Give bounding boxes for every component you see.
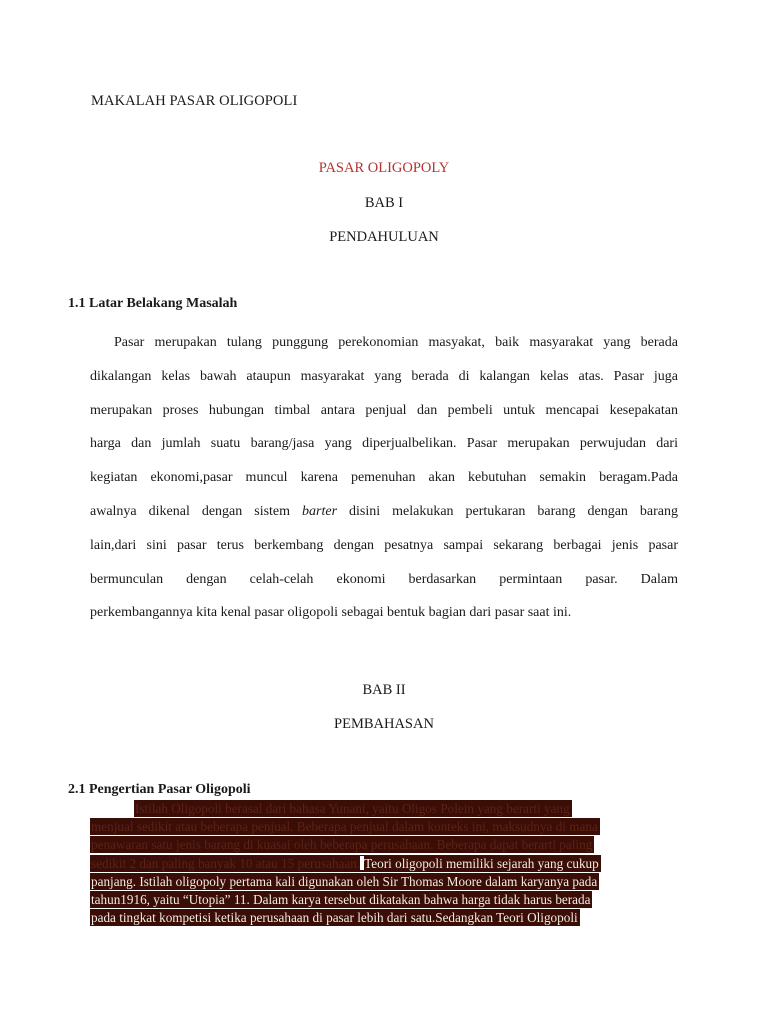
paragraph-line: perkembangannya kita kenal pasar oligopoli sebagai bentuk bagian dari pasar saat ini. [90,605,572,621]
selected-text-dim: penawaran satu jenis barang di kuasai oleh beberapa perusahaan. Beberapa dapat berarti paling [91,837,593,853]
paragraph-line: kegiatan ekonomi,pasar muncul karena pemenuhan akan kebutuhan semakin beragam.Pada [90,470,678,486]
selected-text-dim: menjual sedikit atau beberapa penjual. Beberapa penjual dalam konteks ini, maksudnya di mana [91,819,598,835]
section-2-heading: 2.1 Pengertian Pasar Oligopoli [68,782,251,797]
paragraph-line: harga dan jumlah suatu barang/jasa yang diperjualbelikan. Pasar merupakan perwujudan dari [90,436,678,452]
selected-line[interactable] [90,891,680,909]
chapter-2-name: PEMBAHASAN [334,716,434,732]
paragraph-line: bermunculan dengan celah-celah ekonomi berdasarkan permintaan pasar. Dalam [90,571,678,587]
section-1-paragraph [90,326,678,630]
paragraph-line: merupakan proses hubungan timbal antara penjual dan pembeli untuk mencapai kesepakatan [90,402,678,418]
selected-line[interactable] [90,800,680,818]
document-subtitle: PASAR OLIGOPOLY [318,160,450,176]
selected-text-bright: pada tingkat kompetisi ketika perusahaan di pasar lebih dari satu.Sedangkan Teori Oligopoli [91,910,578,926]
selected-text-bright: Teori oligopoli memiliki sejarah yang cukup [364,855,599,871]
selected-text-bright: tahun1916, yaitu “Utopia” 11. Dalam karya tersebut dikatakan bahwa harga tidak harus berada [91,891,591,907]
selected-line[interactable] [90,855,680,873]
paragraph-line [90,495,678,529]
selected-text-dim: Istilah Oligopoli berasal dari bahasa Yunani, yaitu Oligos Polein yang berarti yang [135,801,570,816]
section-1-heading: 1.1 Latar Belakang Masalah [68,296,238,311]
paragraph-line: lain,dari sini pasar terus berkembang dengan pesatnya sampai sekarang berbagai jenis pasar [90,537,678,553]
chapter-1-label: BAB I [364,195,404,211]
selected-line[interactable] [90,818,680,836]
selected-text-dim: sedikit 2 dan paling banyak 10 atau 15 perusahaan. [91,855,361,871]
selected-text-block[interactable] [90,800,680,927]
paragraph-text: disini melakukan pertukaran barang dengan barang [337,503,678,519]
selected-line[interactable] [90,836,680,854]
paragraph-line: dikalangan kelas bawah ataupun masyarakat yang berada di kalangan kelas atas. Pasar juga [90,368,678,384]
chapter-2-label: BAB II [362,682,406,698]
italic-term: barter [302,503,338,519]
selected-line[interactable] [90,873,680,891]
paragraph-text: awalnya dikenal dengan sistem [90,503,303,519]
document-title: MAKALAH PASAR OLIGOPOLI [91,93,298,109]
chapter-1-name: PENDAHULUAN [329,229,439,245]
paragraph-line: Pasar merupakan tulang punggung perekonomian masyakat, baik masyarakat yang berada [114,335,678,350]
selected-text-bright: panjang. Istilah oligopoly pertama kali digunakan oleh Sir Thomas Moore dalam karyanya pada [91,873,598,889]
selected-line[interactable] [90,909,680,927]
